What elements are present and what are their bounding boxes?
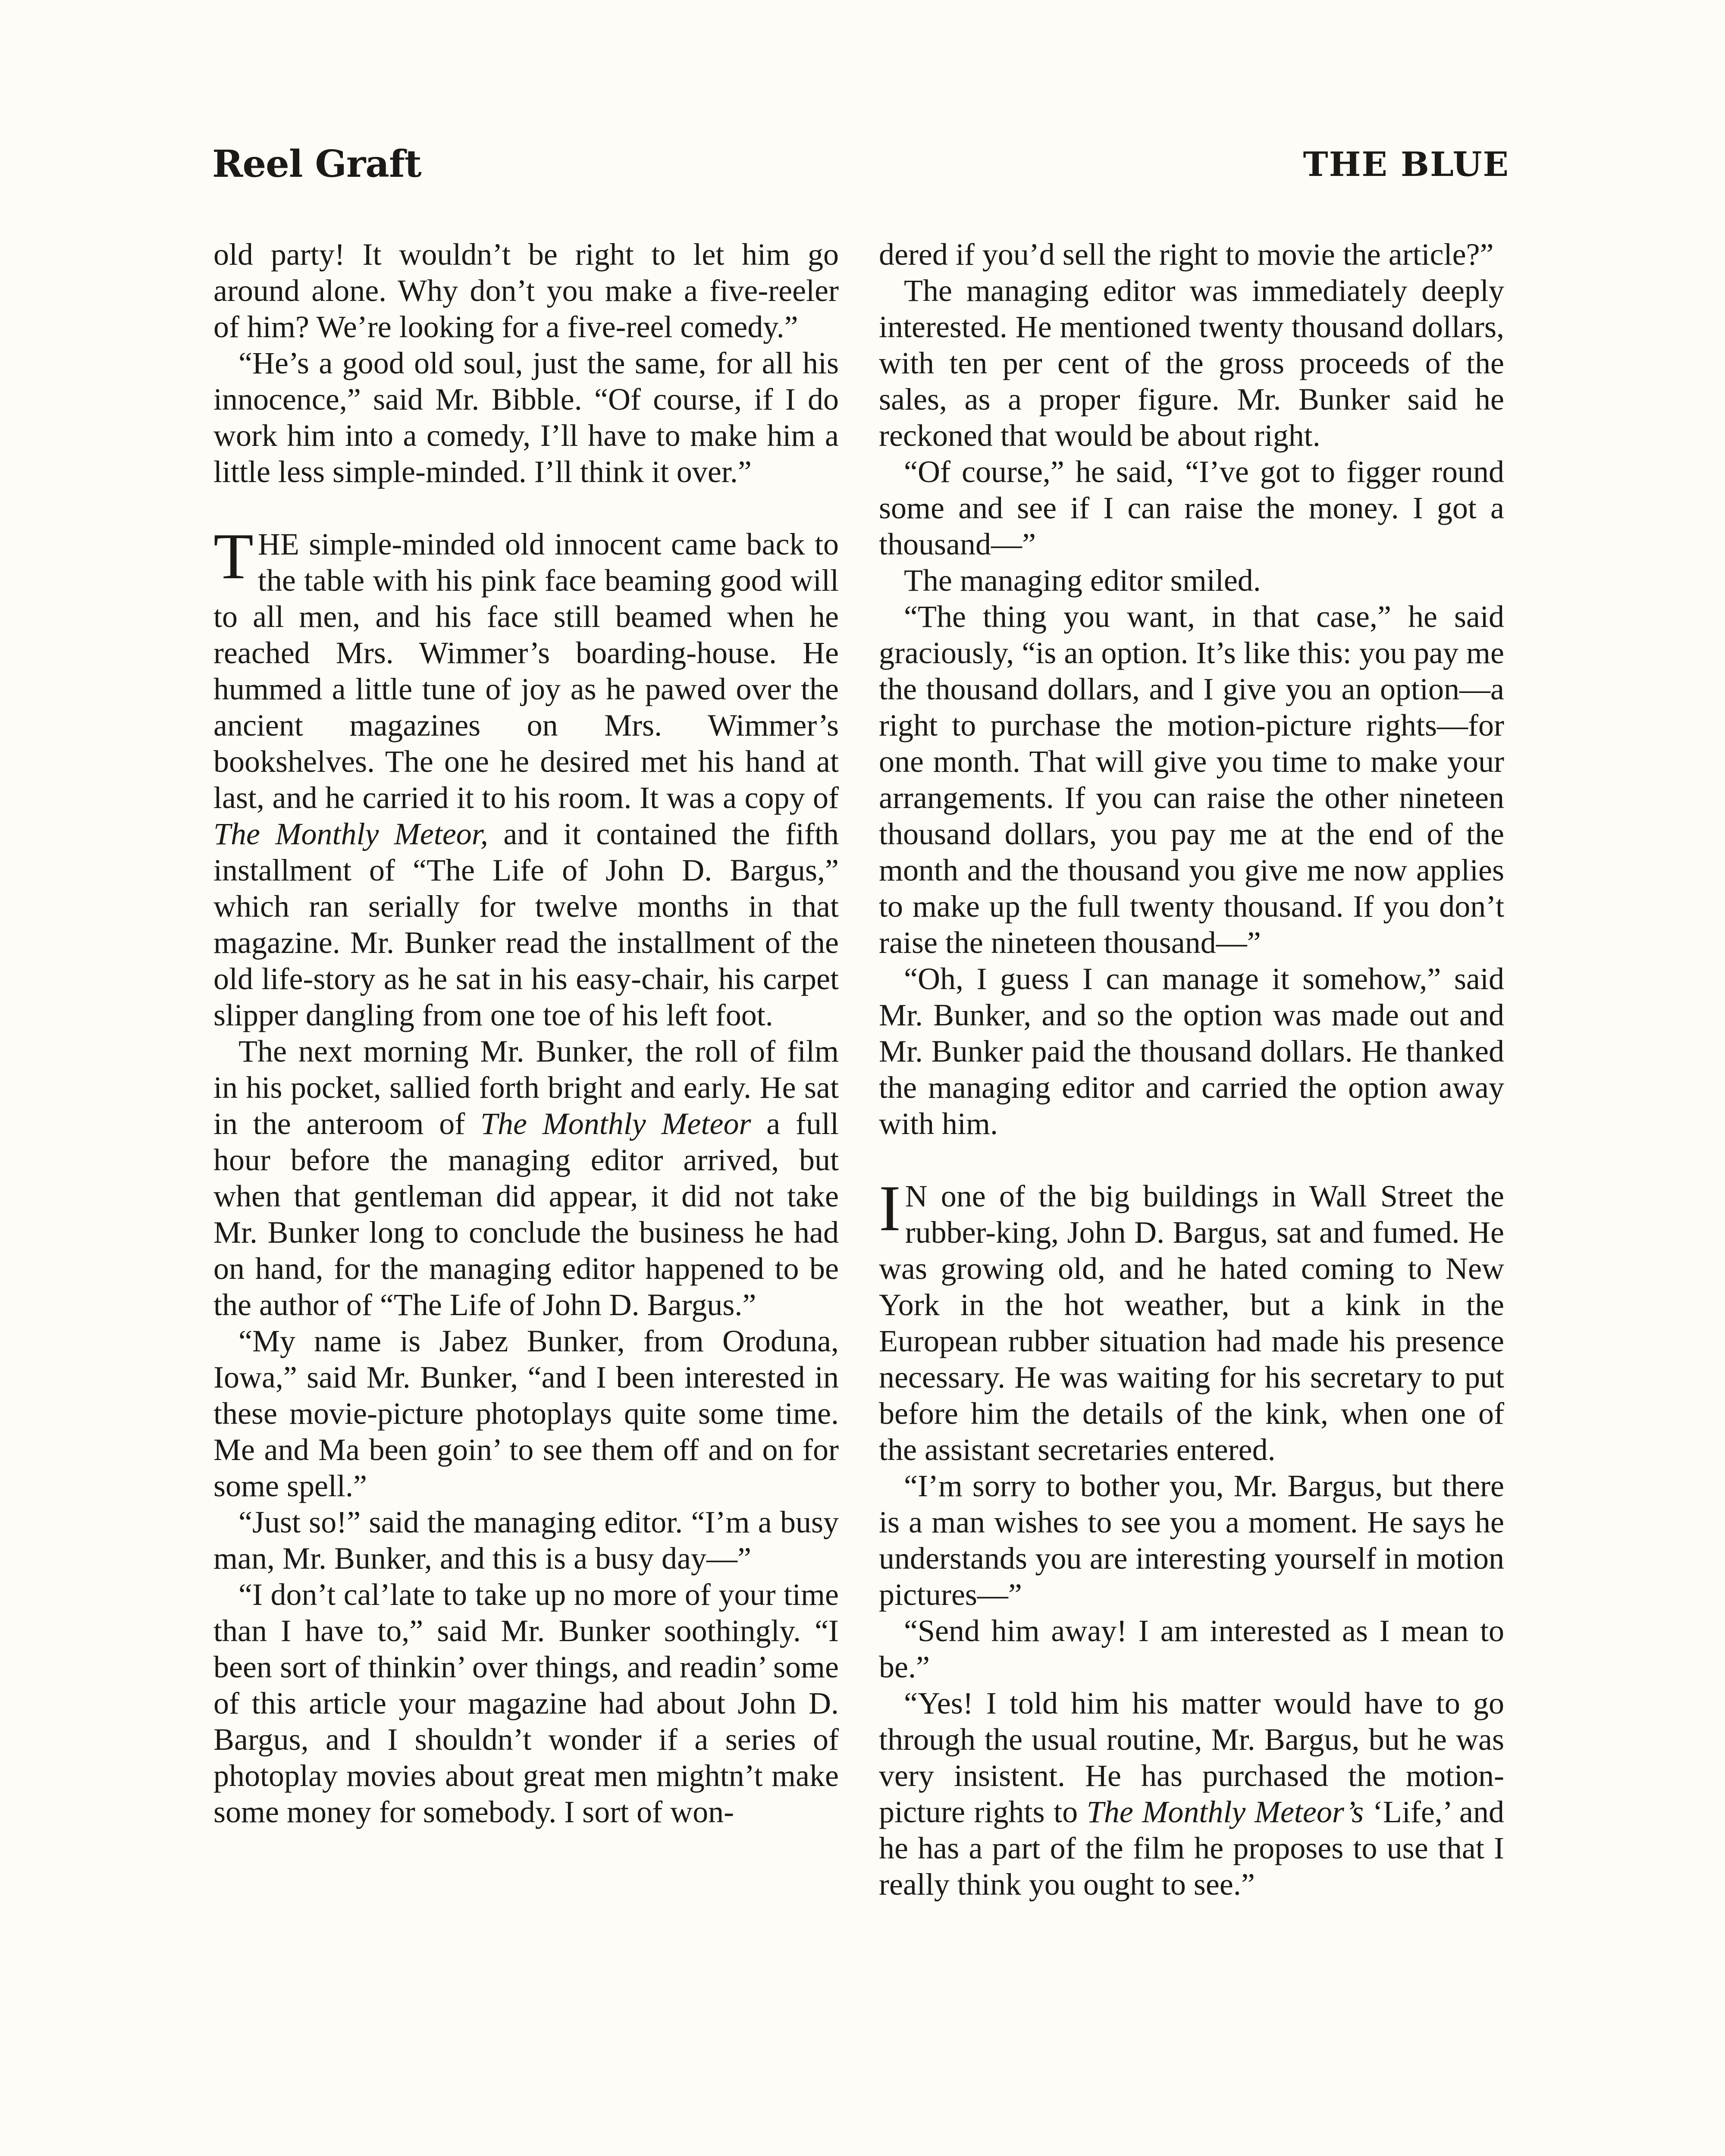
paragraph-text: “Yes! I told him his matter would have to go through the usual routine, Mr. Bargus, but he was very insistent. He has purchased the motion-picture rights to (879, 1686, 1504, 1829)
paragraph: “The thing you want, in that case,” he said graciously, “is an option. It’s like this: you pay me the thousand dollars, and I give you an option—a right to purchase the motion-picture rights—for one month. That will give you time to make your arrangements. If you can raise the other nineteen thousand dollars, you pay me at the end of the month and the thousand you give me now applies to make up the full twenty thousand. If you don’t raise the nineteen thousand—” (879, 599, 1504, 960)
drop-cap: T (213, 520, 254, 592)
section-paragraph (213, 520, 839, 1033)
paragraph: The managing editor was immediately deeply interested. He mentioned twenty thousand dollars, with ten per cent of the gross proceeds of the sales, as a proper figure. Mr. Bunker said he reckoned that would be about right. (879, 273, 1504, 453)
paragraph-text: ‘Life,’ and he has a part of the film he proposes to use that I really think you ought to see.” (879, 1795, 1505, 1902)
paragraph-text: HE simple-minded old innocent came back to the table with his pink face beaming good will to all men, and his face still beamed when he reached Mrs. Wimmer’s boarding-house. He hummed a little tune of joy as he pawed over the ancient magazines on Mrs. Wimmer’s bookshelves. The one he desired met his hand at last, and he carried it to his room. It was a copy of (213, 527, 839, 815)
paragraph-text: and it contained the fifth installment of “The Life of John D. Bargus,” which ran serially for twelve months in that magazine. Mr. Bunker read the installment of the old life-story as he sat in his easy-chair, his carpet slipper dangling from one toe of his left foot. (213, 817, 839, 1032)
magazine-title: The Monthly Meteor, (213, 817, 488, 851)
right-column (879, 236, 1504, 1902)
section-paragraph (879, 1172, 1504, 1468)
paragraph (213, 1033, 839, 1323)
paragraph: “Of course,” he said, “I’ve got to figger round some and see if I can raise the money. I got a thousand—” (879, 454, 1504, 561)
running-head-magazine: THE BLUE (1303, 145, 1509, 184)
paragraph: “Send him away! I am interested as I mean to be.” (879, 1614, 1504, 1684)
paragraph-text: N one of the big buildings in Wall Street the rubber-king, John D. Bargus, sat and fumed. He was growing old, and he hated coming to New York in the hot weather, but a kink in the European rubber situation had made his presence necessary. He was waiting for his secretary to put before him the details of the kink, when one of the assistant secretaries entered. (879, 1179, 1504, 1467)
paragraph: “My name is Jabez Bunker, from Oroduna, Iowa,” said Mr. Bunker, “and I been interested in these movie-picture photoplays quite some time. Me and Ma been goin’ to see them off and on for some spell.” (213, 1324, 839, 1503)
paragraph: “He’s a good old soul, just the same, for all his innocence,” said Mr. Bibble. “Of course, if I do work him into a comedy, I’ll have to make him a little less simple-minded. I’ll think it over.” (213, 346, 839, 489)
paragraph: “I don’t cal’late to take up no more of your time than I have to,” said Mr. Bunker soothingly. “I been sort of thinkin’ over things, and readin’ some of this article your magazine had about John D. Bargus, and I shouldn’t wonder if a series of photoplay movies about great men mightn’t make some money for somebody. I sort of won- (213, 1577, 839, 1829)
drop-cap: I (879, 1172, 901, 1244)
magazine-title: The Monthly Meteor (480, 1106, 751, 1141)
paragraph: “Just so!” said the managing editor. “I’m a busy man, Mr. Bunker, and this is a busy day—” (213, 1505, 839, 1576)
paragraph-text: a full hour before the managing editor arrived, but when that gentleman did appear, it did not take Mr. Bunker long to conclude the business he had on hand, for the managing editor happened to be the author of “The Life of John D. Bargus.” (213, 1106, 839, 1322)
paragraph (879, 1685, 1504, 1902)
paragraph: “I’m sorry to bother you, Mr. Bargus, but there is a man wishes to see you a moment. He says he understands you are interesting yourself in motion pictures—” (879, 1469, 1504, 1612)
paragraph: The managing editor smiled. (904, 563, 1261, 598)
paragraph-text: The next morning Mr. Bunker, the roll of film in his pocket, sallied forth bright and early. He sat in the anteroom of (213, 1034, 839, 1141)
running-head-title: Reel Graft (212, 142, 421, 186)
paragraph: “Oh, I guess I can manage it somehow,” said Mr. Bunker, and so the option was made out and Mr. Bunker paid the thousand dollars. He thanked the managing editor and carried the option away with him. (879, 962, 1504, 1141)
paragraph: old party! It wouldn’t be right to let him go around alone. Why don’t you make a five-reeler of him? We’re looking for a five-reel comedy.” (213, 237, 839, 344)
paragraph: dered if you’d sell the right to movie the article?” (879, 237, 1494, 272)
left-column (213, 236, 839, 1830)
magazine-title: The Monthly Meteor’s (1086, 1795, 1364, 1829)
